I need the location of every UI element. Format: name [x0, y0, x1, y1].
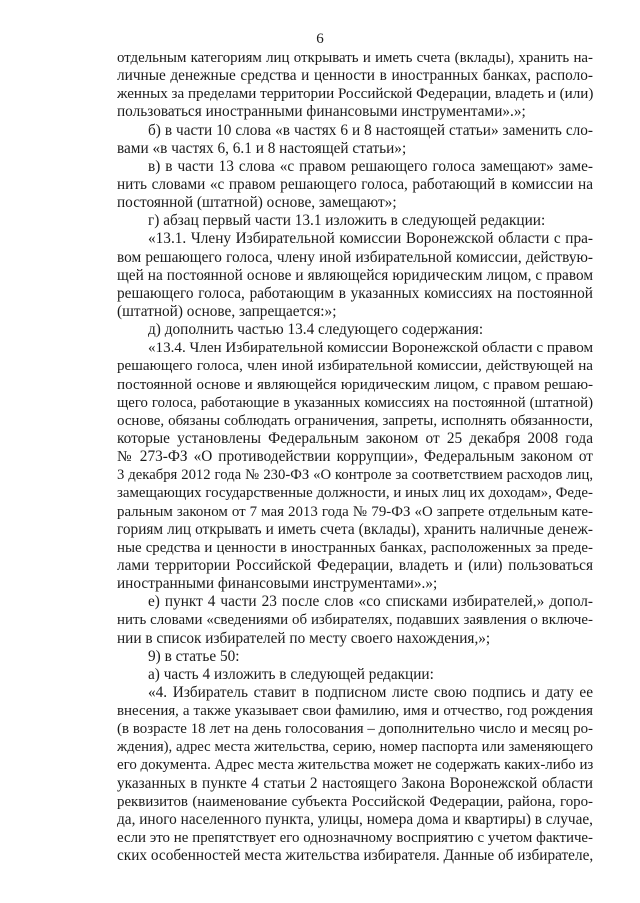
- text-line: «13.4. Член Избирательной комиссии Воронежской области с правом: [148, 340, 593, 357]
- text-line: щего голоса, работающие в указанных комиссиях на постоянной (штатной): [117, 394, 593, 411]
- text-line: женных за пределами территории Российской Федерации, владеть и (или): [117, 86, 593, 103]
- text-line: личные денежные средства и ценности в иностранных банках, располо-: [117, 67, 593, 85]
- text-line: ральным законом от 7 мая 2013 года № 79-ФЗ «О запрете отдельным кате-: [117, 503, 593, 520]
- text-line: «4. Избиратель ставит в подписном листе свою подпись и дату ее: [148, 683, 593, 701]
- text-line: пользоваться иностранными финансовыми инструментами».»;: [117, 103, 526, 121]
- document-body: [117, 49, 593, 865]
- text-line: если это не препятствует его однозначному восприятию с учетом фактиче-: [117, 830, 593, 847]
- text-line: да, иного населенного пункта, улицы, номера дома и квартиры) в случае,: [117, 810, 593, 828]
- text-line: которые установлены Федеральным законом от 25 декабря 2008 года: [117, 429, 593, 447]
- text-line: а) часть 4 изложить в следующей редакции:: [148, 665, 434, 683]
- text-line: ских особенностей места жительства избирателя. Данные об избирателе,: [117, 847, 593, 865]
- text-line: внесения, а также указывает свои фамилию, имя и отчество, год рождения: [117, 703, 593, 720]
- text-line: постоянной (штатной) основе, замещают»;: [117, 194, 397, 212]
- text-line: 9) в статье 50:: [148, 647, 240, 665]
- text-line: 3 декабря 2012 года № 230-ФЗ «О контроле за соответствием расходов лиц,: [117, 467, 593, 484]
- text-line: № 273-ФЗ «О противодействии коррупции», Федеральным законом от: [117, 448, 593, 466]
- text-line: замещающих государственные должности, и иных лиц их доходам», Феде-: [117, 485, 593, 502]
- text-line: г) абзац первый части 13.1 изложить в следующей редакции:: [148, 212, 546, 230]
- text-line: лами территории Российской Федерации, владеть и (или) пользоваться: [117, 556, 593, 574]
- text-line: нить словами «с правом решающего голоса, работающий в комиссии на: [117, 175, 593, 193]
- text-line: вами «в частях 6, 6.1 и 8 настоящей статьи»;: [117, 139, 407, 157]
- text-line: нить словами «сведениями об избирателях, подавших заявления о включе-: [117, 612, 593, 629]
- text-line: ждения), адрес места жительства, серию, номер паспорта или заменяющего: [117, 739, 593, 756]
- text-line: е) пункт 4 части 23 после слов «со списками избирателей,» допол-: [148, 593, 593, 611]
- text-line: д) дополнить частью 13.4 следующего содержания:: [148, 321, 484, 339]
- text-line: решающего голоса, работающим в указанных комиссиях на постоянной: [117, 284, 593, 302]
- text-line: гориям лиц открывать и иметь счета (вклады), хранить наличные денеж-: [117, 520, 593, 538]
- text-line: иностранными финансовыми инструментами».»;: [117, 575, 438, 593]
- text-line: его документа. Адрес места жительства может не содержать каких-либо из: [117, 757, 593, 774]
- text-line: (в возрасте 18 лет на день голосования – дополнительно число и месяц ро-: [117, 721, 593, 738]
- text-line: решающего голоса, член иной избирательной комиссии, действующей на: [117, 358, 593, 375]
- text-line: указанных в пункте 4 статьи 2 настоящего Закона Воронежской области: [117, 774, 593, 792]
- text-line: щей на постоянной основе и являющейся юридическим лицом, с правом: [117, 266, 593, 284]
- text-line: нии в список избирателей по месту своего нахождения,»;: [117, 629, 491, 647]
- text-line: основе, обязаны соблюдать ограничения, запреты, исполнять обязанности,: [117, 412, 593, 429]
- page-number: 6: [316, 31, 324, 47]
- text-line: ные средства и ценности в иностранных банках, расположенных за преде-: [117, 539, 593, 556]
- text-line: в) в части 13 слова «с правом решающего голоса замещают» заме-: [148, 157, 593, 175]
- text-line: (штатной) основе, запрещается:»;: [117, 302, 337, 320]
- text-line: постоянной основе и являющейся юридическим лицом, с правом решаю-: [117, 376, 593, 393]
- text-line: реквизитов (наименование субъекта Российской Федерации, района, горо-: [117, 793, 593, 810]
- text-line: отдельным категориям лиц открывать и иметь счета (вклады), хранить на-: [117, 50, 593, 66]
- text-line: вом решающего голоса, члену иной избирательной комиссии, действую-: [117, 248, 593, 266]
- text-line: б) в части 10 слова «в частях 6 и 8 настоящей статьи» заменить сло-: [148, 121, 593, 139]
- text-line: «13.1. Члену Избирательной комиссии Воронежской области с пра-: [148, 230, 593, 248]
